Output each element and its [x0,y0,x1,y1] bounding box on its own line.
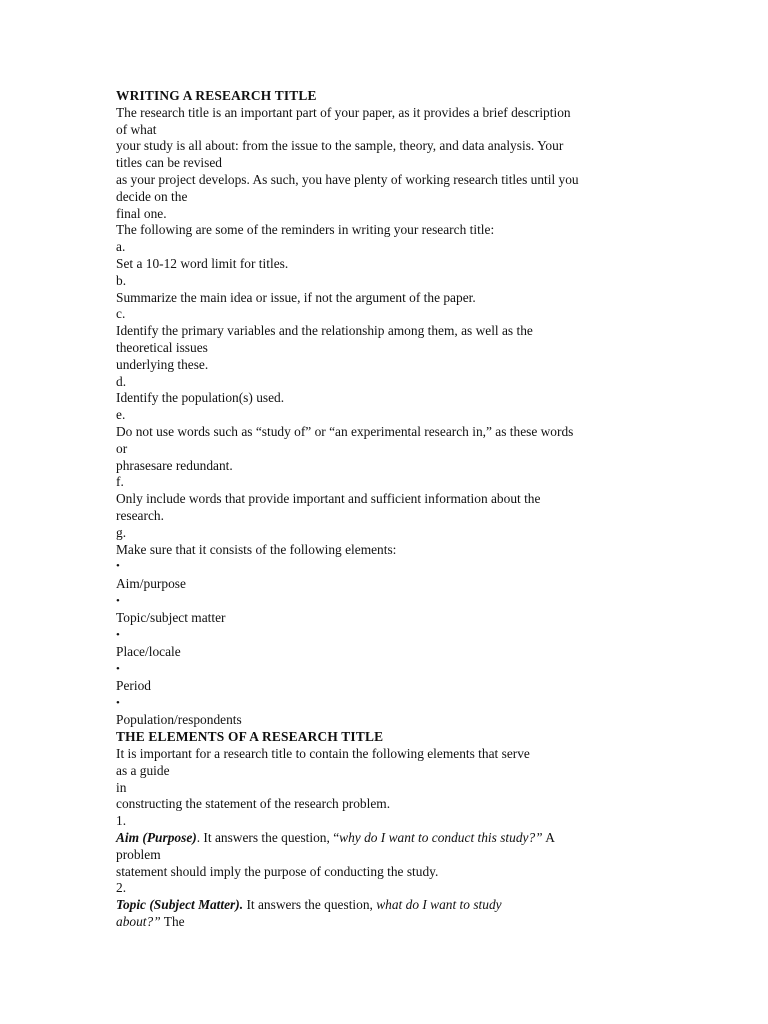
element-list-item: Aim/purpose [116,575,186,591]
item-question: what do I want to study [376,897,502,913]
item-number: 2. [116,880,127,896]
bullet-icon: • [116,628,120,641]
intro-line: The research title is an important part of your paper, as it provides a brief description [116,104,571,120]
element-list-item: Topic/subject matter [116,609,226,625]
item-number: 1. [116,813,127,829]
reminder-text: Set a 10-12 word limit for titles. [116,255,289,271]
reminder-marker: b. [116,272,127,288]
element-list-item: Period [116,678,151,694]
reminder-text: or [116,440,128,456]
item-term: Aim (Purpose) [116,830,197,846]
reminder-marker: e. [116,407,126,423]
reminder-text: research. [116,507,164,523]
document-page [116,88,656,931]
reminder-text: Make sure that it consists of the following elements: [116,541,397,557]
section-text: constructing the statement of the research problem. [116,796,391,812]
intro-line: of what [116,121,157,137]
section-text: It is important for a research title to contain the following elements that serve [116,746,530,762]
item-term: Topic (Subject Matter). [116,897,244,913]
reminder-marker: f. [116,474,124,490]
reminder-marker: d. [116,373,127,389]
item-continuation: problem [116,846,161,862]
reminder-marker: g. [116,524,127,540]
intro-line: decide on the [116,188,188,204]
item-line [116,914,656,931]
reminder-text: Only include words that provide important and sufficient information about the [116,491,541,507]
bullet-icon: • [116,697,120,710]
reminder-marker: a. [116,239,126,255]
item-text: . It answers the question, “ [196,830,340,846]
element-list-item: Population/respondents [116,712,242,728]
section-text: in [116,779,127,795]
section-text: as a guide [116,762,170,778]
item-text: A [542,830,555,846]
reminder-text: underlying these. [116,356,209,372]
bullet-icon: • [116,594,120,607]
item-question: why do I want to conduct this study?” [339,830,543,846]
reminder-text: Summarize the main idea or issue, if not the argument of the paper. [116,289,476,305]
reminder-text: Identify the primary variables and the relationship among them, as well as the [116,323,533,339]
element-list-item: Place/locale [116,644,181,660]
intro-line: as your project develops. As such, you have plenty of working research titles until you [116,171,579,187]
reminder-marker: c. [116,306,126,322]
bullet-icon: • [116,662,120,675]
intro-line: your study is all about: from the issue to the sample, theory, and data analysis. Your [116,138,564,154]
item-text: It answers the question, [243,897,377,913]
reminder-text: theoretical issues [116,339,208,355]
item-line [116,830,656,847]
reminder-text: Identify the population(s) used. [116,390,285,406]
intro-line: final one. [116,205,167,221]
document-title: WRITING A RESEARCH TITLE [116,88,317,103]
item-continuation: statement should imply the purpose of conducting the study. [116,863,439,879]
section-heading: THE ELEMENTS OF A RESEARCH TITLE [116,729,384,745]
reminder-text: Do not use words such as “study of” or “an experimental research in,” as these words [116,423,574,439]
item-text: The [160,914,185,930]
item-line [116,897,656,914]
bullet-icon: • [116,560,120,573]
intro-line: titles can be revised [116,155,222,171]
reminders-intro: The following are some of the reminders in writing your research title: [116,222,495,238]
reminder-text: phrasesare redundant. [116,457,233,473]
item-question: about?” [116,914,161,930]
